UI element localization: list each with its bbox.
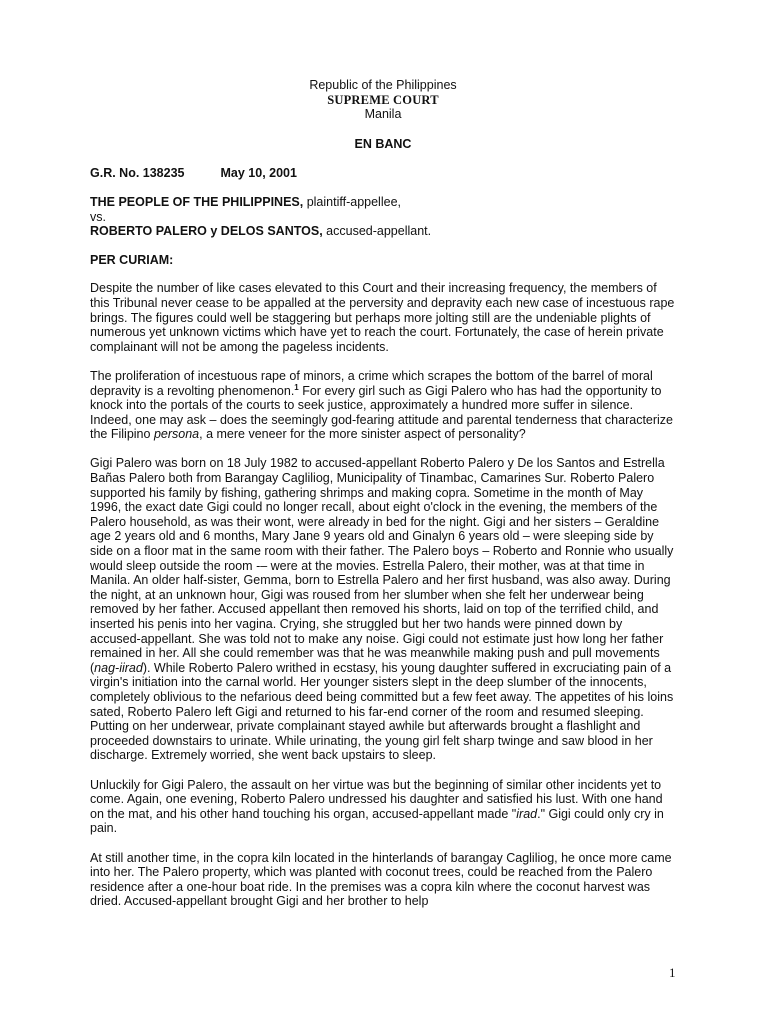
accused-name: ROBERTO PALERO y DELOS SANTOS, <box>90 224 323 239</box>
city-line: Manila <box>364 107 402 122</box>
accused-line <box>90 224 676 239</box>
decision-date: May 10, 2001 <box>220 166 297 181</box>
accused-role: accused-appellant. <box>322 224 432 239</box>
document-body <box>90 78 676 923</box>
republic-line: Republic of the Philippines <box>309 78 457 92</box>
court-name: SUPREME COURT <box>327 92 439 107</box>
gr-number: G.R. No. 138235 <box>90 166 185 181</box>
paragraph-2: The proliferation of incestuous rape of minors, a crime which scrapes the bottom of the barrel of moral depravity is a revolting phenomenon.$^1$ For every girl such as Gigi Palero who has had the opportunity to knock into the portals of the courts to seek justice, approximately a hundred more suffer in silence. Indeed, one may ask – does the seemingly god-fearing attitude and parental tenderness that characterize the Filipino persona, a mere veneer for the more sinister aspect of personality? <box>90 368 674 442</box>
paragraph-4: Unluckily for Gigi Palero, the assault on her virtue was but the beginning of similar other incidents yet to come. Again, one evening, Roberto Palero undressed his daughter and satisfied his lust. With one hand on the mat, and his other hand touching his organ, accused-appellant made "irad." Gigi could only cry in pain. <box>90 777 664 836</box>
plaintiff-role: plaintiff-appellee, <box>303 194 401 209</box>
paragraph-5: At still another time, in the copra kiln located in the hinterlands of barangay Cagliliog, he once more came into her. The Palero property, which was planted with coconut trees, could be reached from the Palero residence after a one-hour boat ride. In the premises was a copra kiln where the coconut harvest was dried. Accused-appellant brought Gigi and her brother to help <box>90 850 672 909</box>
plaintiff-line <box>90 195 676 210</box>
plaintiff-name: THE PEOPLE OF THE PHILIPPINES, <box>90 194 304 209</box>
footnote-marker: 1 <box>294 382 299 392</box>
case-number-line <box>90 166 676 181</box>
division-title: EN BANC <box>354 136 412 151</box>
per-curiam-heading: PER CURIAM: <box>90 252 174 267</box>
page-number: 1 <box>669 965 676 980</box>
paragraph-1: Despite the number of like cases elevated to this Court and their increasing frequency, the members of this Tribunal never cease to be appalled at the perversity and depravity each new case of incestuous rape brings. The figures could well be staggering but perhaps more jolting still are the undeniable plights of numerous yet unknown victims which have yet to reach the court. Fortunately, the case of herein private complainant will not be among the pageless incidents. <box>90 281 675 354</box>
versus-line: vs. <box>90 209 106 224</box>
paragraph-3: Gigi Palero was born on 18 July 1982 to accused-appellant Roberto Palero y De los Santos and Estrella Bañas Palero both from Barangay Cagliliog, Municipality of Tinambac, Camarines Sur. Roberto Palero supported his family by fishing, gathering shrimps and making copra. Sometime in the month of May 1996, the exact date Gigi could no longer recall, about eight o'clock in the evening, the members of the Palero household, as was their wont, were already in bed for the night. Gigi and her sisters – Geraldine age 2 years old and 6 months, Mary Jane 9 years old and Ginalyn 6 years old – were sleeping side by side on a floor mat in the same room with their father. The Palero boys – Roberto and Ronnie who usually would sleep outside the room -– were at the movies. Estrella Palero, their mother, was at that time in Manila. An older half-sister, Gemma, born to Estrella Palero and her first husband, was also away. During the night, at an unknown hour, Gigi was roused from her slumber when she felt her underwear being removed by her father. Accused appellant then removed his shorts, laid on top of the terrified child, and inserted his penis into her vagina. Crying, she struggled but her two hands were pinned down by accused-appellant. She was told not to make any noise. Gigi could not estimate just how long her father remained in her. All she could remember was that he was meanwhile making push and pull movements (nag-iirad). While Roberto Palero writhed in ecstasy, his young daughter suffered in excruciating pain of a virgin's initiation into the carnal world. Her younger sisters slept in the deep slumber of the innocents, completely oblivious to the nefarious deed being committed but a few feet away. The appetites of his loins sated, Roberto Palero left Gigi and returned to his far-end corner of the room and resumed sleeping. Putting on her underwear, private complainant stayed awhile but afterwards brought a flashlight and proceeded downstairs to urinate. While urinating, the young girl felt sharp twinge and saw blood in her discharge. Extremely worried, she went back upstairs to sleep. <box>90 456 674 763</box>
